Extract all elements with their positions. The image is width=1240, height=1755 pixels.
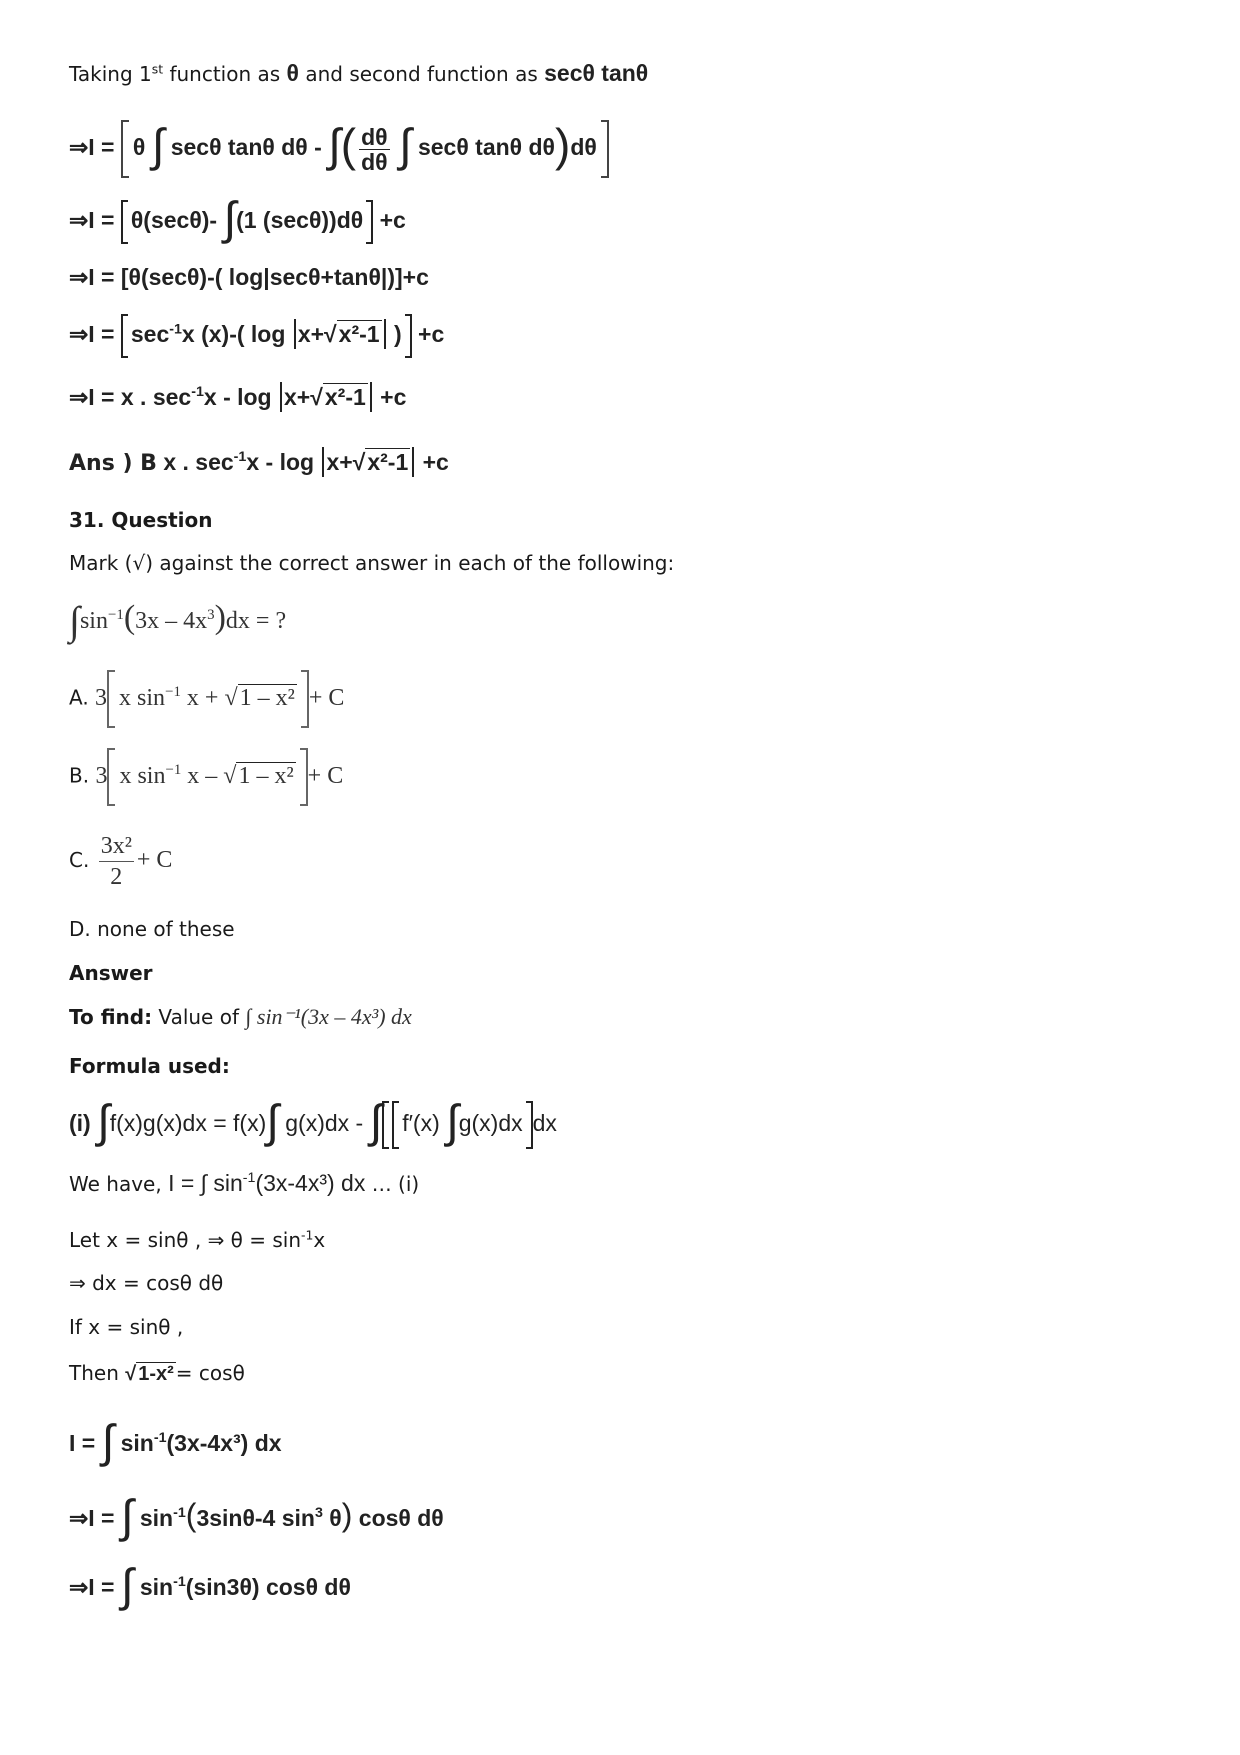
- open-paren: (: [185, 1497, 197, 1533]
- sqrt-term: x²-1: [324, 384, 366, 410]
- abs-bar: [280, 382, 282, 412]
- text: (1 (secθ))dθ: [236, 207, 364, 233]
- fraction: [99, 831, 134, 892]
- let-x-line: [69, 1227, 325, 1253]
- text: (sin3θ) cosθ dθ: [185, 1574, 351, 1600]
- text: + C: [136, 847, 173, 873]
- text: g(x)dx: [458, 1110, 523, 1136]
- text: I =: [69, 1430, 102, 1456]
- text: x - log: [246, 449, 321, 475]
- derivation-line-5: ⇒I = x . $\sec^{-1}x - \log x+√x^2-1 +c$: [69, 384, 407, 410]
- close-bracket: [601, 120, 609, 178]
- text: Value of: [152, 1005, 246, 1029]
- option-formula: [96, 832, 173, 890]
- open-bracket: [121, 120, 129, 178]
- abs-bar: [384, 319, 386, 349]
- close-bracket: [300, 748, 308, 806]
- text: 3: [95, 684, 108, 711]
- close-bracket: [526, 1101, 533, 1149]
- to-find-label: To find:: [69, 1005, 153, 1029]
- integral-sign: ∫: [69, 598, 80, 643]
- text: x+: [284, 384, 311, 410]
- superscript: -1: [169, 321, 182, 338]
- text: f(x)g(x)dx = f(x): [109, 1110, 267, 1136]
- integral-sign: ∫: [369, 1095, 383, 1147]
- superscript: 3: [207, 606, 215, 623]
- option-a[interactable]: [69, 670, 344, 728]
- open-bracket: [121, 200, 128, 244]
- superscript: −1: [165, 683, 181, 700]
- to-find-line: [69, 1004, 412, 1030]
- integral-sign: ∫: [446, 1095, 459, 1147]
- superscript: -1: [173, 1574, 186, 1591]
- superscript: -1: [153, 1430, 167, 1447]
- close-bracket: [405, 314, 412, 358]
- text: sin: [139, 1574, 174, 1600]
- denominator: 2: [110, 863, 123, 890]
- text: (3x-4x³) dx: [166, 1430, 282, 1456]
- text: f′(x): [402, 1110, 447, 1136]
- sec-tan-formula: secθ tanθ: [544, 60, 649, 86]
- open-bracket: [392, 1101, 399, 1149]
- integral-sign: ∫: [398, 119, 412, 172]
- implies-text: ⇒I =: [69, 207, 121, 233]
- option-label: A.: [69, 685, 89, 710]
- text: dx: [532, 1110, 557, 1136]
- text: θ: [132, 134, 146, 161]
- derivation-line-2: [69, 192, 406, 244]
- sqrt-term: 1 – x²: [238, 762, 294, 789]
- text: 3sinθ-4 sin: [196, 1505, 315, 1531]
- option-formula: 3 x $\sin^{-1} x - √1 - x^2 + C$: [95, 763, 343, 789]
- text: x+: [326, 449, 353, 475]
- text: and second function as: [298, 62, 545, 86]
- text: Let x = sinθ , ⇒ θ = sin: [69, 1228, 302, 1252]
- close-bracket: [301, 670, 309, 728]
- then-line: Then √ 1-x² = cosθ: [69, 1361, 245, 1385]
- open-bracket: [107, 748, 115, 806]
- open-paren: (: [340, 119, 357, 172]
- abs-bar: [294, 319, 296, 349]
- superscript: -1: [173, 1505, 186, 1522]
- text: +c: [379, 207, 406, 233]
- formula-number: (i): [69, 1110, 98, 1136]
- implies-text: ⇒I =: [69, 1574, 121, 1600]
- close-paren: ): [214, 599, 226, 636]
- text: 3x – 4x: [135, 608, 208, 634]
- option-label: C.: [69, 848, 90, 872]
- text: secθ tanθ dθ: [417, 134, 555, 161]
- text: I = ∫ sin: [168, 1170, 243, 1196]
- text: +c: [373, 384, 407, 410]
- superscript: -1: [233, 449, 247, 466]
- answer-label: Ans ) B: [69, 451, 157, 476]
- we-have-line: [69, 1170, 419, 1197]
- integral-sign: ∫: [120, 1559, 134, 1611]
- option-formula: 3 x $\sin^{-1} x + √1 - x^2 + C$: [95, 685, 344, 711]
- text: We have,: [69, 1172, 169, 1196]
- superscript: 3: [314, 1505, 323, 1522]
- text: sin: [139, 1505, 174, 1531]
- text: cosθ dθ: [352, 1505, 444, 1531]
- close-bracket: [366, 200, 373, 244]
- text: 3: [95, 762, 108, 789]
- question-instruction: Mark (√) against the correct answer in each of the following:: [69, 551, 675, 575]
- denominator: dθ: [361, 148, 388, 175]
- text: x sin: [119, 762, 166, 789]
- integral-sign: ∫: [120, 1490, 134, 1542]
- option-b[interactable]: [69, 748, 343, 806]
- superscript: −1: [107, 606, 124, 623]
- we-have-formula: [168, 1170, 365, 1196]
- integral-sign: ∫: [328, 119, 341, 172]
- text: x (x)-( log: [181, 321, 292, 348]
- formula-used-heading: Formula used:: [69, 1054, 230, 1078]
- sqrt-term: x²-1: [338, 321, 380, 348]
- text: x - log: [203, 384, 279, 410]
- fraction: [359, 125, 389, 174]
- superscript: −1: [165, 761, 182, 778]
- text: sin: [120, 1430, 154, 1456]
- abs-bar: [322, 447, 324, 477]
- text: g(x)dx -: [285, 1110, 370, 1136]
- text: x +: [180, 684, 225, 711]
- implies-text: ⇒I =: [69, 1505, 121, 1531]
- text: Taking 1: [69, 62, 152, 86]
- sqrt-term: 1-x²: [138, 1363, 174, 1385]
- text: + C: [308, 684, 345, 711]
- superscript: -1: [301, 1227, 314, 1243]
- to-find-formula: ∫ sin⁻¹(3x – 4x³) dx: [245, 1004, 412, 1029]
- integral-sign: ∫: [223, 192, 237, 244]
- option-label: B.: [69, 763, 90, 788]
- text: θ(secθ)-: [130, 207, 224, 233]
- integral-line-1: [69, 1415, 282, 1468]
- sqrt-term: x²-1: [367, 449, 409, 475]
- text: ): [387, 321, 402, 348]
- derivation-line-4: ⇒I = $\sec^{-1}x$ (x)-( log x+√x²-1 ) +c: [69, 314, 444, 358]
- superscript: -1: [242, 1170, 256, 1187]
- formula-line: [69, 1095, 557, 1149]
- integral-sign: ∫: [97, 1095, 110, 1147]
- answer-line: Ans ) B x . $\sec^{-1}x - \log x+√x^2-1 +c$: [69, 449, 449, 476]
- text: Then: [69, 1361, 126, 1385]
- question-integral: [69, 598, 286, 641]
- if-x-line: If x = sinθ ,: [69, 1315, 184, 1339]
- text: θ: [322, 1505, 342, 1531]
- open-bracket: [121, 314, 128, 358]
- text: dθ: [570, 134, 597, 161]
- text: … (i): [365, 1172, 420, 1196]
- text: function as: [163, 62, 287, 86]
- integral-sign: ∫: [151, 119, 165, 172]
- derivation-line-3: ⇒I = [θ(secθ)-( log|secθ+tanθ|)]+c: [69, 264, 429, 290]
- taking-functions-line: [69, 60, 648, 87]
- superscript: -1: [191, 384, 204, 401]
- text: secθ tanθ dθ -: [170, 134, 329, 161]
- abs-bar: [370, 382, 372, 412]
- text: sin: [79, 608, 108, 634]
- question-title: 31. Question: [69, 508, 213, 532]
- text: x+: [297, 321, 325, 348]
- integral-line-2: [69, 1490, 444, 1543]
- answer-heading: Answer: [69, 961, 153, 985]
- text: dx = ?: [225, 608, 287, 634]
- text: = cosθ: [175, 1361, 245, 1385]
- sqrt-term: 1 – x²: [239, 684, 295, 711]
- close-paren: ): [341, 1497, 353, 1533]
- integral-sign: ∫: [101, 1415, 115, 1467]
- open-paren: (: [123, 599, 136, 636]
- option-c[interactable]: [69, 830, 172, 892]
- text: x: [313, 1228, 326, 1252]
- implies-text: ⇒I =: [69, 134, 121, 161]
- abs-bar: [412, 447, 414, 477]
- dx-line: ⇒ dx = cosθ dθ: [69, 1271, 224, 1295]
- implies-text: ⇒I =: [69, 321, 121, 348]
- text: x sin: [119, 684, 166, 711]
- text: +c: [416, 449, 449, 475]
- text: x . sec: [156, 449, 234, 475]
- text: +c: [411, 321, 445, 348]
- superscript: st: [151, 61, 164, 77]
- text: ⇒I = x . sec: [69, 384, 192, 410]
- numerator: dθ: [361, 123, 388, 150]
- text: sec: [130, 321, 170, 348]
- open-bracket: [382, 1101, 389, 1149]
- integral-line-3: [69, 1559, 351, 1612]
- text: (3x-4x³) dx: [255, 1170, 366, 1196]
- numerator: 3x²: [99, 831, 134, 862]
- open-bracket: [107, 670, 115, 728]
- text: x –: [181, 762, 224, 789]
- text: + C: [307, 762, 344, 789]
- close-paren: ): [554, 119, 571, 172]
- derivation-line-1: [69, 120, 609, 178]
- option-d[interactable]: D. none of these: [69, 917, 235, 941]
- theta-symbol: θ: [286, 60, 299, 86]
- integral-sign: ∫: [266, 1095, 279, 1147]
